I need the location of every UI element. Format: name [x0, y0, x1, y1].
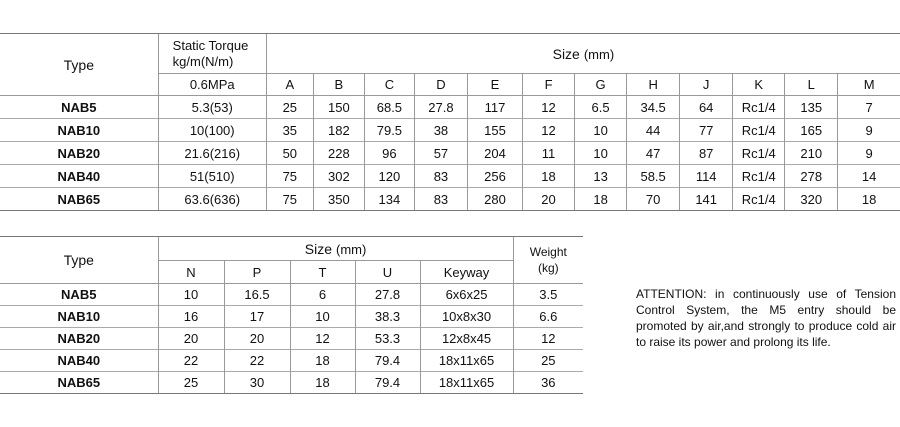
cell: 18 — [290, 350, 355, 372]
cell: 18x11x65 — [420, 372, 513, 394]
cell: 12 — [290, 328, 355, 350]
torque-value: 5.3(53) — [158, 96, 266, 119]
cell: 18 — [838, 188, 900, 211]
torque-value: 10(100) — [158, 119, 266, 142]
cell: 182 — [313, 119, 364, 142]
cell: 302 — [313, 165, 364, 188]
cell: 70 — [627, 188, 680, 211]
type-header: Type — [0, 34, 158, 96]
keyway-weight-table — [0, 236, 583, 394]
cell: 13 — [575, 165, 627, 188]
column-header: K — [733, 74, 785, 96]
table-row — [0, 306, 583, 328]
model-name: NAB10 — [0, 306, 158, 328]
cell: 20 — [523, 188, 575, 211]
cell: 278 — [785, 165, 838, 188]
cell: 83 — [414, 165, 467, 188]
table-row — [0, 142, 900, 165]
cell: 22 — [158, 350, 224, 372]
cell: 35 — [266, 119, 313, 142]
cell: 18 — [575, 188, 627, 211]
weight-value: 3.5 — [513, 284, 583, 306]
column-header: L — [785, 74, 838, 96]
model-name: NAB5 — [0, 96, 158, 119]
cell: 134 — [364, 188, 414, 211]
cell: 79.4 — [355, 350, 420, 372]
table-row — [0, 328, 583, 350]
cell: 320 — [785, 188, 838, 211]
table-row — [0, 96, 900, 119]
column-header: U — [355, 261, 420, 284]
table-row — [0, 284, 583, 306]
cell: 68.5 — [364, 96, 414, 119]
cell: 27.8 — [355, 284, 420, 306]
cell: 87 — [680, 142, 733, 165]
torque-value: 63.6(636) — [158, 188, 266, 211]
torque-value: 21.6(216) — [158, 142, 266, 165]
table-row — [0, 372, 583, 394]
cell: 11 — [523, 142, 575, 165]
model-name: NAB20 — [0, 328, 158, 350]
cell: 18x11x65 — [420, 350, 513, 372]
cell: 9 — [838, 142, 900, 165]
cell: 20 — [158, 328, 224, 350]
model-name: NAB20 — [0, 142, 158, 165]
cell: 79.4 — [355, 372, 420, 394]
cell: 350 — [313, 188, 364, 211]
cell: 38 — [414, 119, 467, 142]
model-name: NAB65 — [0, 188, 158, 211]
cell: 7 — [838, 96, 900, 119]
cell: 12 — [523, 119, 575, 142]
cell: 10x8x30 — [420, 306, 513, 328]
column-header: T — [290, 261, 355, 284]
torque-value: 51(510) — [158, 165, 266, 188]
cell: 20 — [224, 328, 290, 350]
cell: 6x6x25 — [420, 284, 513, 306]
attention-note: ATTENTION: in continuously use of Tension Control System, the M5 entry should be promoted by air,and strongly to produce cold air to raise its power and prolong its life. — [636, 287, 896, 349]
weight-value: 12 — [513, 328, 583, 350]
cell: 10 — [158, 284, 224, 306]
cell: 204 — [467, 142, 522, 165]
cell: 50 — [266, 142, 313, 165]
cell: 120 — [364, 165, 414, 188]
cell: 155 — [467, 119, 522, 142]
model-name: NAB40 — [0, 165, 158, 188]
static-torque-header: Static Torque kg/m(N/m) — [158, 34, 266, 74]
model-name: NAB10 — [0, 119, 158, 142]
column-header: N — [158, 261, 224, 284]
cell: 165 — [785, 119, 838, 142]
column-header: D — [414, 74, 467, 96]
cell: 25 — [266, 96, 313, 119]
column-header: Keyway — [420, 261, 513, 284]
size-header: Size (mm) — [266, 34, 900, 74]
cell: 38.3 — [355, 306, 420, 328]
column-header: C — [364, 74, 414, 96]
weight-value: 25 — [513, 350, 583, 372]
cell: 228 — [313, 142, 364, 165]
cell: 44 — [627, 119, 680, 142]
cell: 25 — [158, 372, 224, 394]
model-name: NAB65 — [0, 372, 158, 394]
table-row — [0, 119, 900, 142]
cell: 150 — [313, 96, 364, 119]
cell: 141 — [680, 188, 733, 211]
column-header: M — [838, 74, 900, 96]
column-header: J — [680, 74, 733, 96]
cell: Rc1/4 — [733, 142, 785, 165]
cell: 22 — [224, 350, 290, 372]
column-header: F — [523, 74, 575, 96]
cell: 53.3 — [355, 328, 420, 350]
cell: 14 — [838, 165, 900, 188]
cell: 64 — [680, 96, 733, 119]
cell: 75 — [266, 188, 313, 211]
column-header: G — [575, 74, 627, 96]
column-header: E — [467, 74, 522, 96]
weight-value: 6.6 — [513, 306, 583, 328]
cell: 135 — [785, 96, 838, 119]
type-header: Type — [0, 237, 158, 284]
cell: 77 — [680, 119, 733, 142]
pressure-header: 0.6MPa — [158, 74, 266, 96]
cell: 34.5 — [627, 96, 680, 119]
cell: 18 — [290, 372, 355, 394]
cell: Rc1/4 — [733, 96, 785, 119]
cell: 6 — [290, 284, 355, 306]
weight-header: Weight (kg) — [513, 237, 583, 284]
size-header: Size (mm) — [158, 237, 513, 261]
cell: 16.5 — [224, 284, 290, 306]
cell: 10 — [575, 119, 627, 142]
column-header: B — [313, 74, 364, 96]
cell: 12x8x45 — [420, 328, 513, 350]
cell: 12 — [523, 96, 575, 119]
cell: Rc1/4 — [733, 165, 785, 188]
cell: 58.5 — [627, 165, 680, 188]
column-header: A — [266, 74, 313, 96]
cell: 83 — [414, 188, 467, 211]
cell: 114 — [680, 165, 733, 188]
cell: 30 — [224, 372, 290, 394]
dimensions-table — [0, 33, 900, 211]
cell: 9 — [838, 119, 900, 142]
column-header: P — [224, 261, 290, 284]
cell: Rc1/4 — [733, 119, 785, 142]
cell: 57 — [414, 142, 467, 165]
model-name: NAB5 — [0, 284, 158, 306]
cell: 79.5 — [364, 119, 414, 142]
cell: 18 — [523, 165, 575, 188]
cell: 16 — [158, 306, 224, 328]
cell: 96 — [364, 142, 414, 165]
table-row — [0, 350, 583, 372]
table-row — [0, 188, 900, 211]
cell: 10 — [575, 142, 627, 165]
cell: 256 — [467, 165, 522, 188]
cell: 210 — [785, 142, 838, 165]
cell: 17 — [224, 306, 290, 328]
cell: 75 — [266, 165, 313, 188]
cell: 47 — [627, 142, 680, 165]
model-name: NAB40 — [0, 350, 158, 372]
column-header: H — [627, 74, 680, 96]
weight-value: 36 — [513, 372, 583, 394]
cell: 280 — [467, 188, 522, 211]
cell: 10 — [290, 306, 355, 328]
cell: 117 — [467, 96, 522, 119]
table-row — [0, 165, 900, 188]
cell: 27.8 — [414, 96, 467, 119]
cell: 6.5 — [575, 96, 627, 119]
cell: Rc1/4 — [733, 188, 785, 211]
